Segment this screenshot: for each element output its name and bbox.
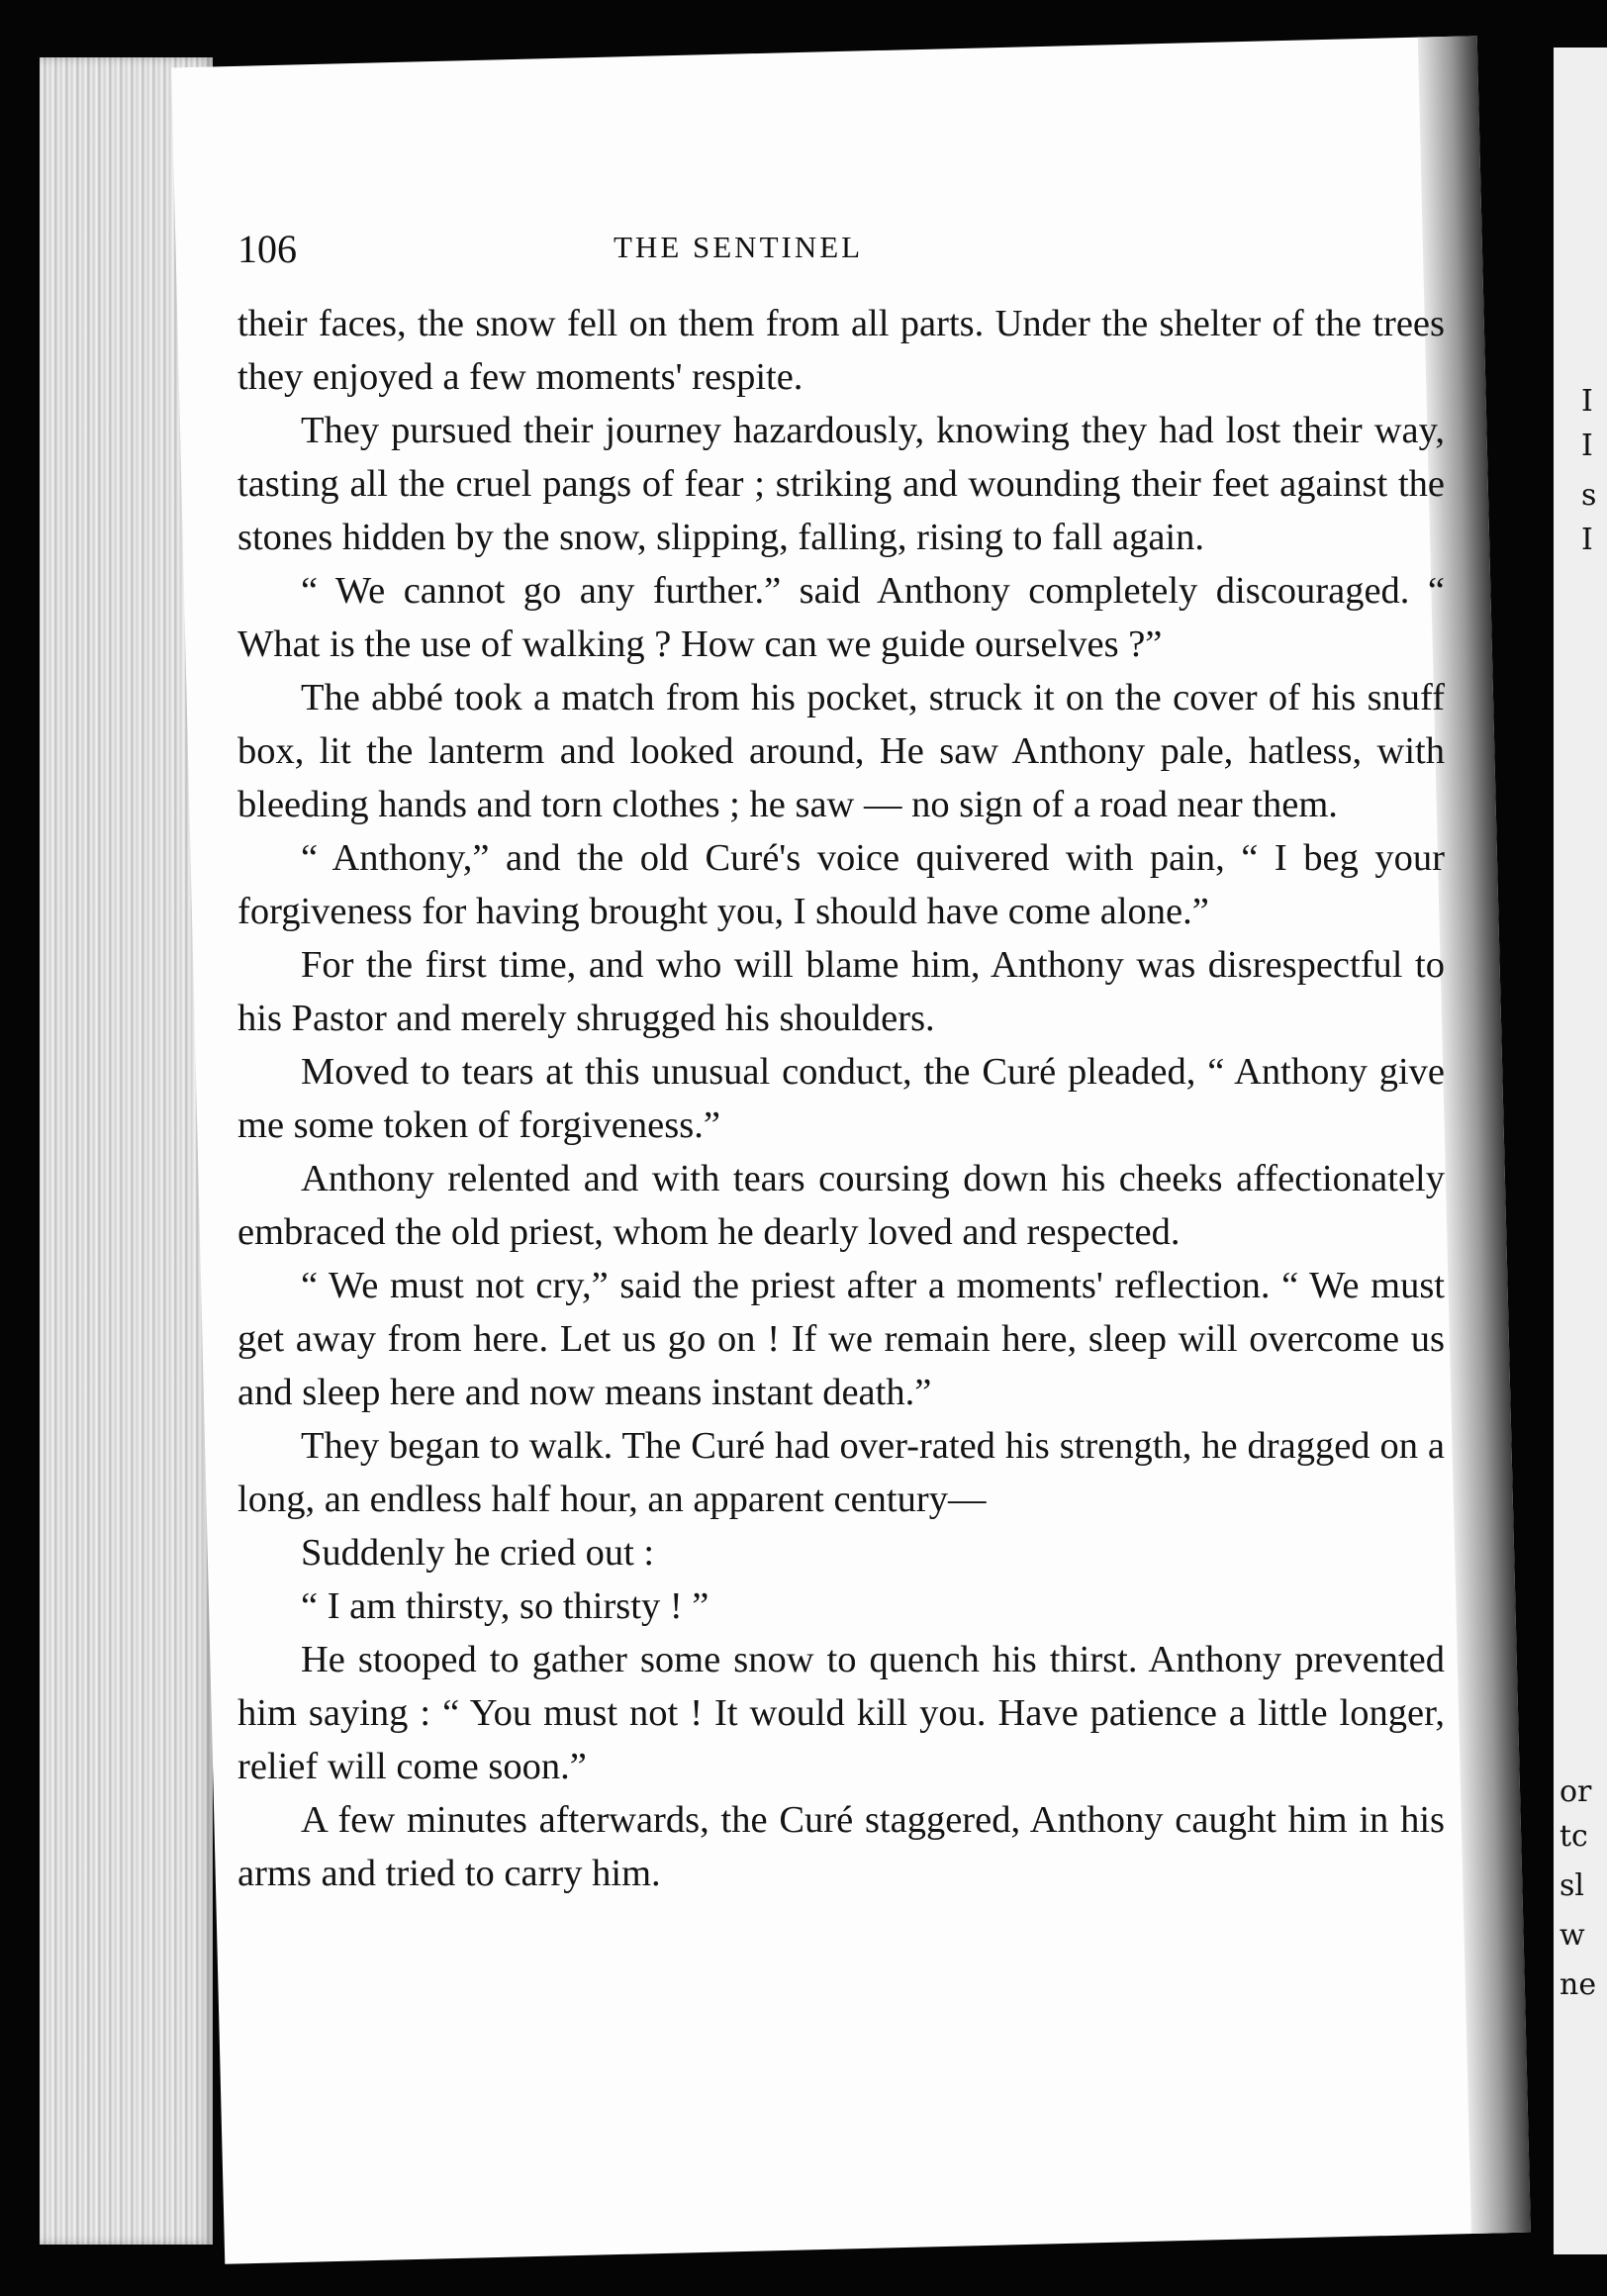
facing-page-fragment: tc — [1560, 1819, 1588, 1854]
page-number: 106 — [237, 227, 297, 271]
facing-page-fragment: s — [1581, 478, 1597, 513]
paragraph: The abbé took a match from his pocket, struck it on the cover of his snuff box, lit the lanterm and looked around, He saw Anthony pale, hatless, with bleeding hands and torn clothes ; he saw — no sign of a road near them. — [237, 677, 1445, 825]
paragraph: “ I am thirsty, so thirsty ! ” — [301, 1585, 709, 1627]
facing-page-fragment: I — [1581, 429, 1593, 463]
paragraph: They began to walk. The Curé had over-rated his strength, he dragged on a long, an endless half hour, an apparent century— — [237, 1425, 1445, 1520]
running-head: THE SENTINEL — [614, 230, 864, 264]
body-text — [237, 297, 1445, 1900]
paragraph: Suddenly he cried out : — [301, 1532, 655, 1574]
facing-page-fragment: or — [1560, 1774, 1592, 1809]
paragraph: Moved to tears at this unusual conduct, the Curé pleaded, “ Anthony give me some token of forgiveness.” — [237, 1051, 1445, 1146]
paragraph: For the first time, and who will blame him, Anthony was disrespectful to his Pastor and merely shrugged his shoulders. — [237, 944, 1445, 1039]
paragraph: They pursued their journey hazardously, knowing they had lost their way, tasting all the cruel pangs of fear ; striking and wounding their feet against the stones hidden by the snow, slipping, falling, rising to fall again. — [237, 410, 1445, 558]
facing-page-fragment: sl — [1560, 1868, 1584, 1903]
paragraph: A few minutes afterwards, the Curé staggered, Anthony caught him in his arms and tried to carry him. — [237, 1799, 1445, 1894]
facing-page-edge — [1554, 48, 1607, 2254]
facing-page-fragment: I — [1581, 523, 1593, 557]
paragraph: their faces, the snow fell on them from all parts. Under the shelter of the trees they enjoyed a few moments' respite. — [237, 303, 1445, 398]
facing-page-fragment: I — [1581, 384, 1593, 419]
facing-page-fragment: ne — [1560, 1967, 1597, 2002]
facing-page-fragment: w — [1560, 1918, 1585, 1953]
page-header — [237, 226, 1445, 285]
paragraph: Anthony relented and with tears coursing down his cheeks affectionately embraced the old priest, whom he dearly loved and respected. — [237, 1158, 1445, 1253]
paragraph: “ We cannot go any further.” said Anthony completely discouraged. “ What is the use of walking ? How can we guide ourselves ?” — [237, 570, 1445, 665]
paragraph: “ We must not cry,” said the priest after a moments' reflection. “ We must get away from here. Let us go on ! If we remain here, sleep will overcome us and sleep here and now means instant death.” — [237, 1265, 1445, 1413]
paragraph: “ Anthony,” and the old Curé's voice quivered with pain, “ I beg your forgiveness for having brought you, I should have come alone.” — [237, 837, 1445, 932]
paragraph: He stooped to gather some snow to quench his thirst. Anthony prevented him saying : “ You must not ! It would kill you. Have patience a little longer, relief will come soon.” — [237, 1639, 1445, 1787]
